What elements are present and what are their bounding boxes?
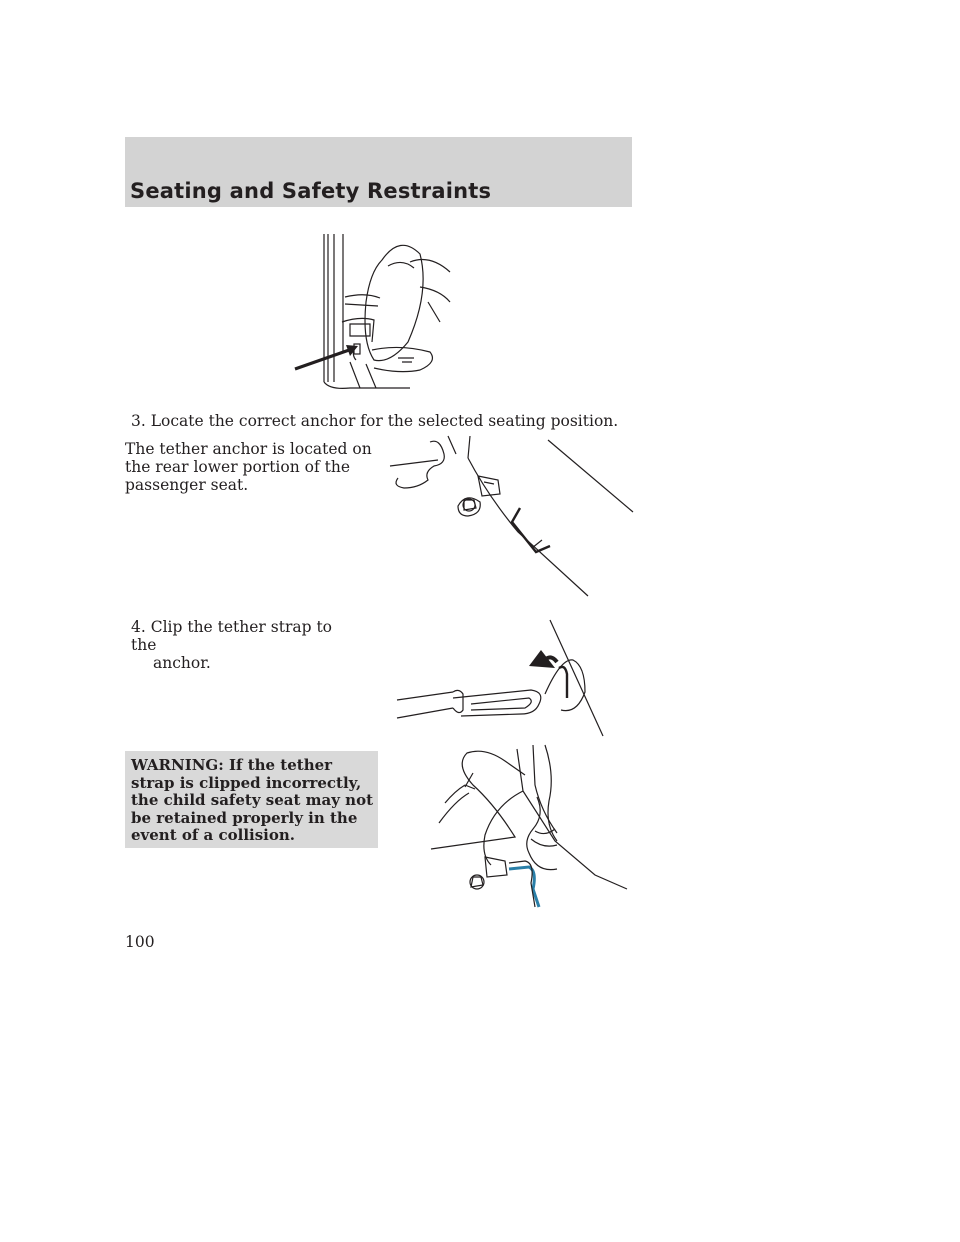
tether-clip-illustration — [395, 618, 610, 738]
step-4-line-2: anchor. — [153, 654, 211, 672]
anchor-location-text: The tether anchor is located on the rear lower portion of the passenger seat. — [125, 440, 372, 494]
seat-interior-illustration — [290, 232, 460, 392]
tether-anchor-illustration — [388, 436, 638, 601]
section-title: Seating and Safety Restraints — [130, 179, 492, 203]
step-4-line-1: 4. Clip the tether strap to the — [131, 618, 333, 654]
step-4-text — [131, 618, 361, 672]
warning-text: WARNING: If the tether strap is clipped incorrectly, the child safety seat may not be retained properly in the event of a collision. — [131, 756, 373, 844]
step-3-text: 3. Locate the correct anchor for the selected seating position. — [131, 412, 619, 430]
page-number: 100 — [125, 933, 155, 951]
tether-attached-illustration — [425, 745, 635, 915]
